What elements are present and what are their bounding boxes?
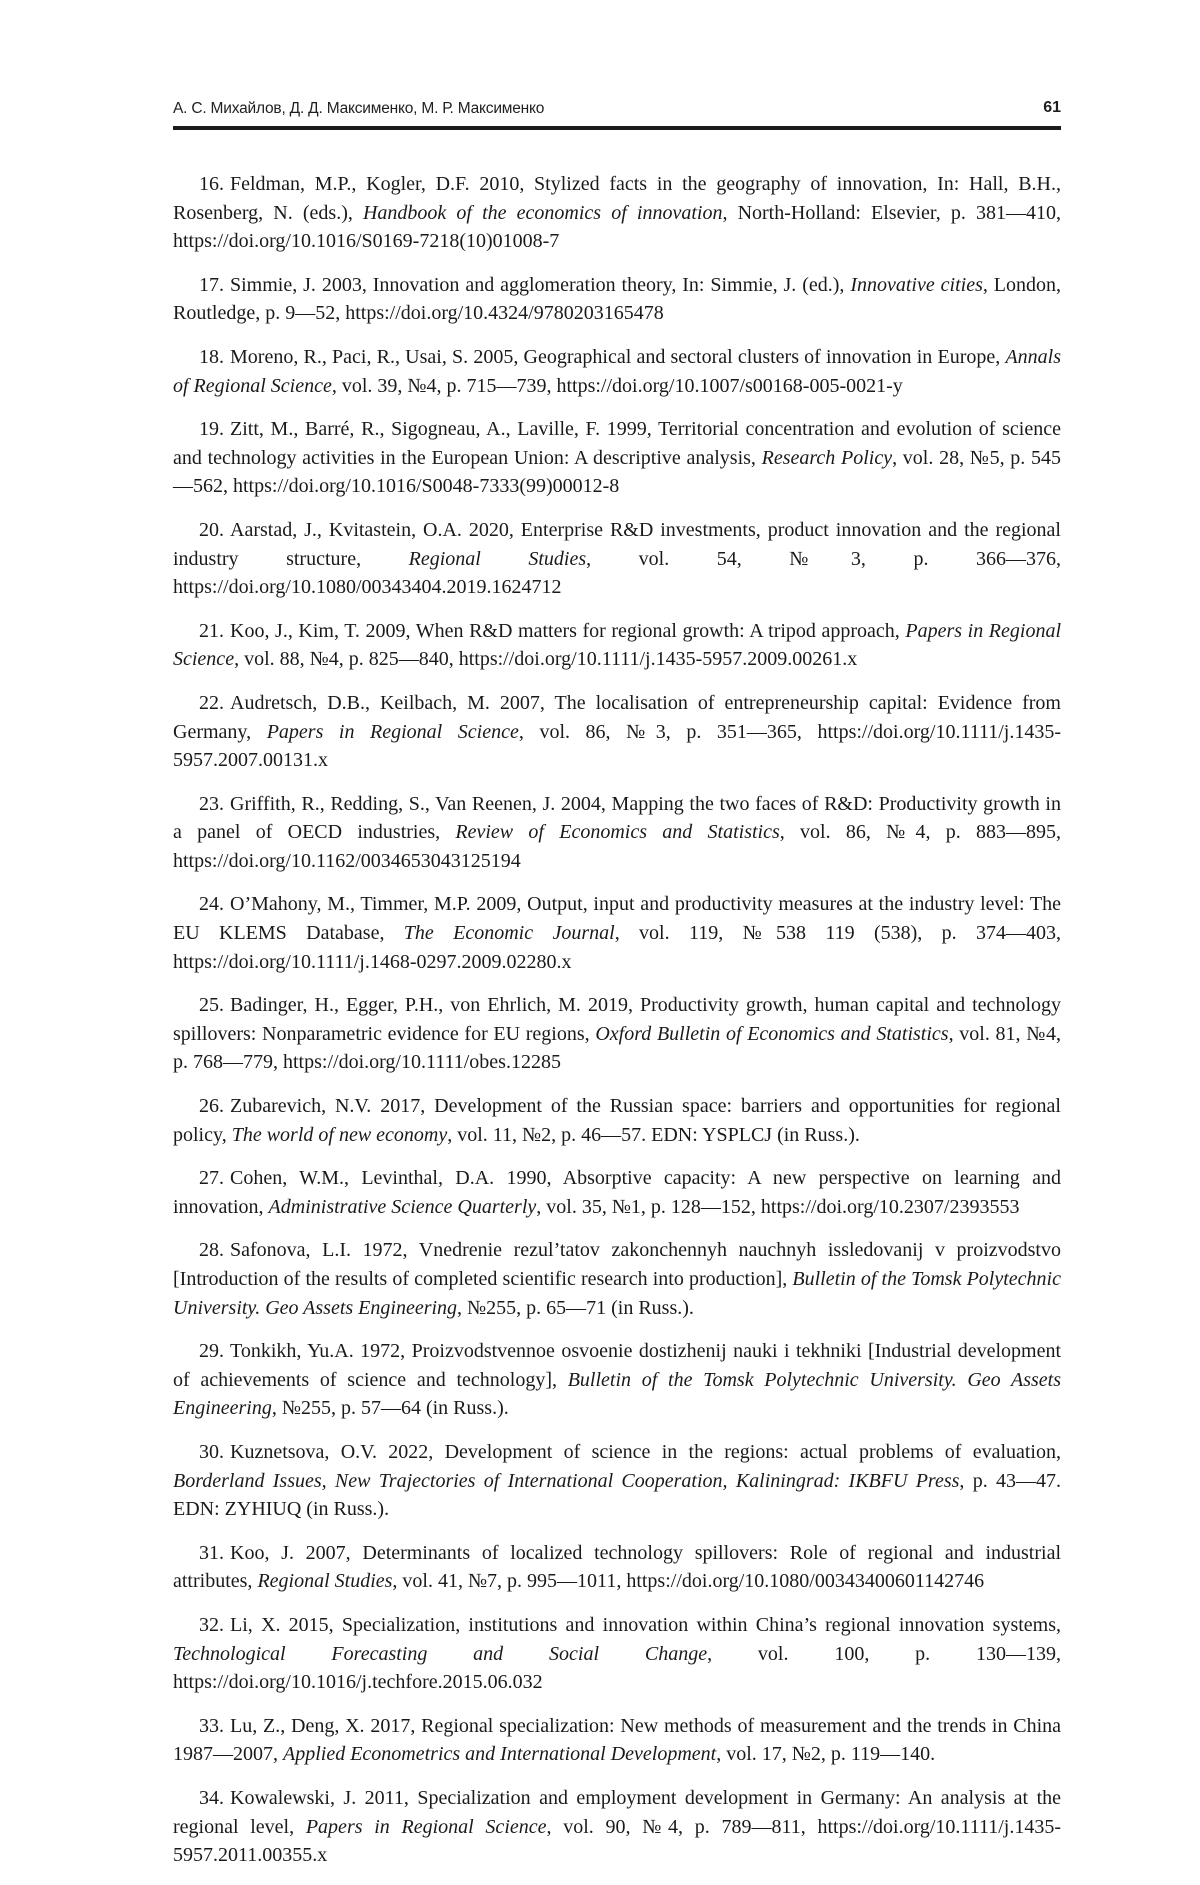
reference-item-21 bbox=[173, 617, 1061, 674]
reference-details: , vol. 54, №3, p. 366—376, https://doi.org/10.1080/00343404.2019.1624712 bbox=[173, 547, 1062, 599]
reference-item-29 bbox=[173, 1337, 1061, 1423]
reference-details: , vol. 86, №3, p. 351—365, https://doi.org/10.1111/j.1435-5957.2007.00131.x bbox=[173, 720, 1061, 772]
reference-number: 26. bbox=[199, 1095, 224, 1118]
reference-details: , vol. 28, №5, p. 545—562, https://doi.org/10.1016/S0048-7333(99)00012-8 bbox=[173, 446, 1061, 498]
reference-number: 24. bbox=[199, 893, 224, 916]
reference-item-34 bbox=[173, 1784, 1061, 1870]
reference-number: 29. bbox=[199, 1340, 224, 1363]
reference-item-27 bbox=[173, 1164, 1061, 1221]
reference-source-title: Regional Studies bbox=[408, 547, 587, 570]
reference-source-title: Oxford Bulletin of Economics and Statistics bbox=[595, 1022, 949, 1045]
reference-source-title: The world of new economy bbox=[231, 1123, 448, 1146]
reference-item-22 bbox=[173, 689, 1061, 775]
reference-source-title: Papers in Regional Science bbox=[305, 1815, 547, 1838]
reference-details: , vol. 41, №7, p. 995—1011, https://doi.org/10.1080/00343400601142746 bbox=[392, 1570, 985, 1593]
reference-list bbox=[173, 170, 1061, 1885]
reference-details: , vol. 39, №4, p. 715—739, https://doi.org/10.1007/s00168-005-0021-y bbox=[331, 374, 903, 397]
reference-number: 33. bbox=[199, 1714, 224, 1737]
reference-details: , №255, p. 57—64 (in Russ.). bbox=[271, 1397, 509, 1420]
reference-text: Badinger, H., Egger, P.H., von Ehrlich, M. 2019, Productivity growth, human capital and technology spillovers: Nonparametric evidence for EU regions, bbox=[173, 994, 1061, 1045]
reference-text: Lu, Z., Deng, X. 2017, Regional specialization: New methods of measurement and the trends in China 1987—2007, bbox=[173, 1714, 1061, 1766]
header-rule bbox=[173, 126, 1061, 130]
reference-text: Koo, J. 2007, Determinants of localized technology spillovers: Role of regional and industrial attributes, bbox=[173, 1541, 1061, 1593]
reference-number: 20. bbox=[199, 518, 224, 541]
reference-text: Zubarevich, N.V. 2017, Development of the Russian space: barriers and opportunities for regional policy, bbox=[173, 1095, 1061, 1146]
reference-source-title: Innovative cities bbox=[850, 273, 983, 296]
reference-number: 25. bbox=[199, 994, 224, 1017]
reference-details: , London, Routledge, p. 9—52, https://doi.org/10.4324/9780203165478 bbox=[173, 273, 1061, 325]
reference-details: , vol. 86, №4, p. 883—895, https://doi.org/10.1162/0034653043125194 bbox=[173, 821, 1062, 872]
reference-item-26 bbox=[173, 1092, 1061, 1149]
reference-number: 28. bbox=[199, 1239, 224, 1262]
reference-details: , vol. 81, №4, p. 768—779, https://doi.org/10.1111/obes.12285 bbox=[173, 1022, 1061, 1074]
reference-number: 32. bbox=[199, 1613, 224, 1636]
reference-item-17 bbox=[173, 271, 1061, 328]
reference-details: , North-Holland: Elsevier, p. 381—410, https://doi.org/10.1016/S0169-7218(10)01008-7 bbox=[173, 201, 1061, 253]
reference-text: Aarstad, J., Kvitastein, O.A. 2020, Enterprise R&D investments, product innovation and the regional industry structure, bbox=[173, 518, 1061, 570]
reference-text: Cohen, W.M., Levinthal, D.A. 1990, Absorptive capacity: A new perspective on learning and innovation, bbox=[173, 1167, 1061, 1218]
reference-details: , vol. 11, №2, p. 46—57. EDN: YSPLCJ (in Russ.). bbox=[447, 1123, 860, 1146]
reference-source-title: Papers in Regional Science bbox=[173, 619, 1061, 671]
reference-item-16 bbox=[173, 170, 1061, 256]
reference-details: , vol. 88, №4, p. 825—840, https://doi.org/10.1111/j.1435-5957.2009.00261.x bbox=[234, 648, 858, 671]
reference-source-title: The Economic Journal bbox=[403, 922, 615, 945]
reference-source-title: Annals of Regional Science bbox=[173, 345, 1061, 397]
reference-item-25 bbox=[173, 991, 1061, 1077]
reference-item-30 bbox=[173, 1438, 1061, 1524]
reference-text: Zitt, M., Barré, R., Sigogneau, A., Laville, F. 1999, Territorial concentration and evolution of science and technology activities in the European Union: A descriptive analysis, bbox=[173, 418, 1061, 469]
reference-number: 30. bbox=[199, 1440, 224, 1463]
reference-item-31 bbox=[173, 1539, 1061, 1596]
reference-details: , №255, p. 65—71 (in Russ.). bbox=[457, 1296, 694, 1319]
reference-details: , vol. 119, №538 119 (538), p. 374—403, https://doi.org/10.1111/j.1468-0297.2009.02280.x bbox=[173, 922, 1062, 973]
reference-text: Li, X. 2015, Specialization, institutions and innovation within China’s regional innovation systems, bbox=[230, 1613, 1061, 1636]
reference-text: O’Mahony, M., Timmer, M.P. 2009, Output, input and productivity measures at the industry level: The EU KLEMS Database, bbox=[173, 893, 1061, 945]
reference-source-title: Borderland Issues, New Trajectories of International Cooperation, Kaliningrad: IKBFU Press bbox=[173, 1469, 960, 1492]
reference-text: Safonova, L.I. 1972, Vnedrenie rezul’tatov zakonchennyh nauchnyh issledovanij v proizvodstvo [Introduction of the results of completed scientific research into production], bbox=[173, 1239, 1061, 1290]
reference-source-title: Papers in Regional Science bbox=[266, 720, 519, 743]
reference-source-title: Technological Forecasting and Social Change bbox=[173, 1642, 708, 1665]
reference-item-28 bbox=[173, 1236, 1061, 1322]
reference-details: , vol. 17, №2, p. 119—140. bbox=[716, 1743, 936, 1766]
reference-source-title: Review of Economics and Statistics bbox=[455, 821, 780, 844]
reference-text: Feldman, M.P., Kogler, D.F. 2010, Stylized facts in the geography of innovation, In: Hall, B.H., Rosenberg, N. (eds.), bbox=[173, 173, 1061, 224]
reference-number: 17. bbox=[199, 273, 224, 296]
reference-details: , p. 43—47. EDN: ZYHIUQ (in Russ.). bbox=[173, 1469, 1061, 1521]
page-number: 61 bbox=[1043, 99, 1061, 116]
reference-number: 18. bbox=[199, 345, 224, 368]
reference-item-20 bbox=[173, 516, 1061, 602]
reference-text: Koo, J., Kim, T. 2009, When R&D matters for regional growth: A tripod approach, bbox=[230, 619, 906, 642]
reference-item-18 bbox=[173, 343, 1061, 400]
reference-text: Simmie, J. 2003, Innovation and agglomeration theory, In: Simmie, J. (ed.), bbox=[230, 273, 851, 296]
reference-details: , vol. 100, p. 130—139, https://doi.org/10.1016/j.techfore.2015.06.032 bbox=[173, 1642, 1062, 1694]
reference-source-title: Handbook of the economics of innovation bbox=[362, 201, 723, 224]
reference-source-title: Regional Studies bbox=[257, 1570, 393, 1593]
reference-source-title: Research Policy bbox=[761, 446, 893, 469]
reference-details: , vol. 35, №1, p. 128—152, https://doi.org/10.2307/2393553 bbox=[536, 1195, 1020, 1218]
reference-text: Griffith, R., Redding, S., Van Reenen, J. 2004, Mapping the two faces of R&D: Productivity growth in a panel of OECD industries, bbox=[173, 792, 1061, 844]
reference-text: Tonkikh, Yu.A. 1972, Proizvodstvennoe osvoenie dostizhenij nauki i tekhniki [Industrial development of achievements of science and technology], bbox=[173, 1340, 1061, 1391]
reference-number: 19. bbox=[199, 418, 224, 441]
reference-number: 34. bbox=[199, 1786, 224, 1809]
reference-number: 31. bbox=[199, 1541, 224, 1564]
reference-item-19 bbox=[173, 415, 1061, 501]
reference-item-33 bbox=[173, 1712, 1061, 1769]
reference-number: 27. bbox=[199, 1167, 224, 1190]
reference-text: Kuznetsova, O.V. 2022, Development of science in the regions: actual problems of evaluation, bbox=[230, 1440, 1061, 1463]
reference-number: 16. bbox=[199, 173, 224, 195]
header-authors: А. С. Михайлов, Д. Д. Максименко, М. Р. Максименко bbox=[173, 100, 545, 117]
reference-source-title: Applied Econometrics and International Development bbox=[283, 1743, 717, 1766]
reference-text: Moreno, R., Paci, R., Usai, S. 2005, Geographical and sectoral clusters of innovation in Europe, bbox=[230, 345, 1006, 368]
reference-item-32 bbox=[173, 1611, 1061, 1697]
reference-details: , vol. 90, №4, p. 789—811, https://doi.org/10.1111/j.1435-5957.2011.00355.x bbox=[173, 1815, 1061, 1867]
reference-number: 21. bbox=[199, 619, 224, 642]
reference-number: 22. bbox=[199, 691, 224, 714]
reference-item-24 bbox=[173, 890, 1061, 976]
reference-source-title: Bulletin of the Tomsk Polytechnic University. Geo Assets Engineering bbox=[173, 1268, 1061, 1319]
reference-text: Audretsch, D.B., Keilbach, M. 2007, The localisation of entrepreneurship capital: Evidence from Germany, bbox=[173, 691, 1061, 743]
reference-source-title: Bulletin of the Tomsk Polytechnic University. Geo Assets Engineering bbox=[173, 1368, 1061, 1420]
running-header bbox=[173, 98, 1061, 128]
reference-item-23 bbox=[173, 790, 1061, 876]
reference-text: Kowalewski, J. 2011, Specialization and employment development in Germany: An analysis at the regional level, bbox=[173, 1786, 1061, 1838]
reference-source-title: Administrative Science Quarterly bbox=[268, 1195, 537, 1218]
reference-number: 23. bbox=[199, 792, 224, 815]
